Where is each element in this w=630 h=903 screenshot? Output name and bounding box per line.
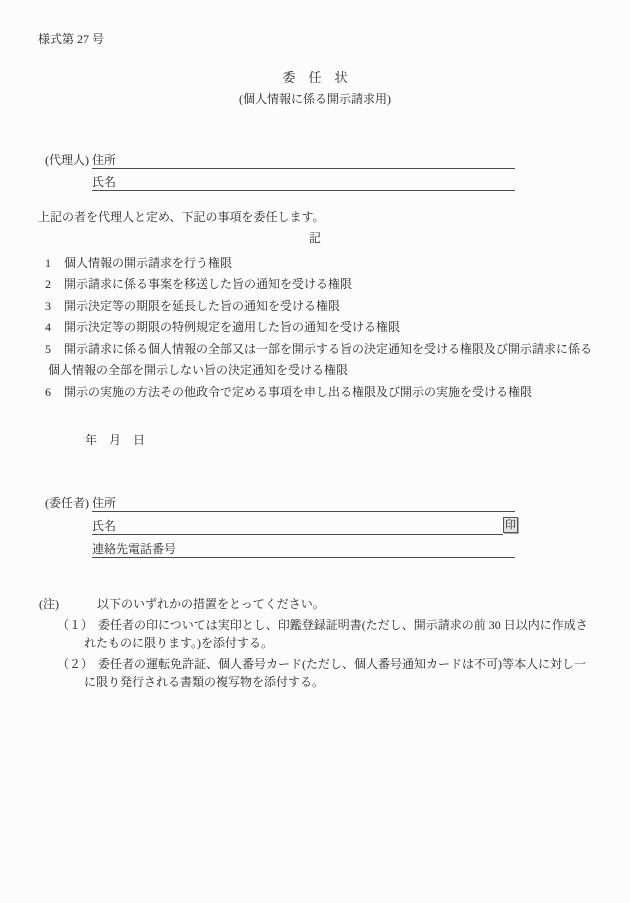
list-item xyxy=(45,319,400,335)
notes-header-text: 以下のいずれかの措置をとってください。 xyxy=(97,597,325,611)
agent-name-label: 氏名 xyxy=(92,175,117,189)
page-title: 委 任 状 xyxy=(282,70,348,85)
list-item-number: 1 xyxy=(45,256,51,270)
list-item-continuation: 個人情報の全部を開示しない旨の決定通知を受ける権限 xyxy=(48,363,349,377)
list-item-text: 開示決定等の期限を延長した旨の通知を受ける権限 xyxy=(64,299,341,313)
list-item-text: 開示請求に係る個人情報の全部又は一部を開示する旨の決定通知を受ける権限及び開示請求に係る xyxy=(64,342,593,356)
list-item-number: 2 xyxy=(45,277,51,291)
note-item xyxy=(57,656,586,672)
page-subtitle: (個人情報に係る開示請求用) xyxy=(239,92,391,106)
agent-name-field xyxy=(92,174,515,191)
agent-address-field xyxy=(92,152,515,169)
note-item-text: 委任者の運転免許証、個人番号カード(ただし、個人番号通知カードは不可)等本人に対し一 xyxy=(98,657,586,671)
notes-header-label: (注) xyxy=(39,597,59,611)
list-item xyxy=(45,298,340,314)
list-item xyxy=(45,276,352,292)
principal-label: (委任者) xyxy=(45,496,89,510)
date-line: 年 月 日 xyxy=(85,433,146,447)
agent-address-label: 住所 xyxy=(92,153,117,167)
notes-header xyxy=(39,596,325,612)
delegation-sentence: 上記の者を代理人と定め、下記の事項を委任します。 xyxy=(38,210,325,224)
principal-phone-label: 連絡先電話番号 xyxy=(92,542,177,556)
note-item-text: 委任者の印については実印とし、印鑑登録証明書(ただし、開示請求の前 30 日以内に作成さ xyxy=(98,618,588,632)
principal-address-field xyxy=(92,495,515,512)
agent-label: (代理人) xyxy=(45,153,89,167)
note-item-number: （１） xyxy=(57,618,94,632)
principal-name-field xyxy=(92,518,503,535)
ki-heading: 記 xyxy=(308,231,321,245)
list-item-text: 開示請求に係る事案を移送した旨の通知を受ける権限 xyxy=(64,277,353,291)
note-item-continuation: に限り発行される書類の複写物を添付する。 xyxy=(84,675,325,689)
list-item-text: 開示決定等の期限の特例規定を適用した旨の通知を受ける権限 xyxy=(64,320,401,334)
list-item xyxy=(45,341,592,357)
principal-phone-field xyxy=(92,541,515,558)
list-item-text: 個人情報の開示請求を行う権限 xyxy=(64,256,233,270)
list-item xyxy=(45,384,532,400)
principal-address-label: 住所 xyxy=(92,496,117,510)
list-item-number: 5 xyxy=(45,342,51,356)
list-item-number: 6 xyxy=(45,385,51,399)
principal-name-label: 氏名 xyxy=(92,519,117,533)
list-item-number: 3 xyxy=(45,299,51,313)
note-item-number: （２） xyxy=(57,657,94,671)
note-item-continuation: れたものに限ります。)を添付する。 xyxy=(84,636,274,650)
list-item-text: 開示の実施の方法その他政令で定める事項を申し出る権限及び開示の実施を受ける権限 xyxy=(64,385,533,399)
form-number: 様式第 27 号 xyxy=(38,32,105,46)
list-item xyxy=(45,255,232,271)
note-item xyxy=(57,617,588,633)
list-item-number: 4 xyxy=(45,320,51,334)
seal-mark: 印 xyxy=(505,519,516,531)
